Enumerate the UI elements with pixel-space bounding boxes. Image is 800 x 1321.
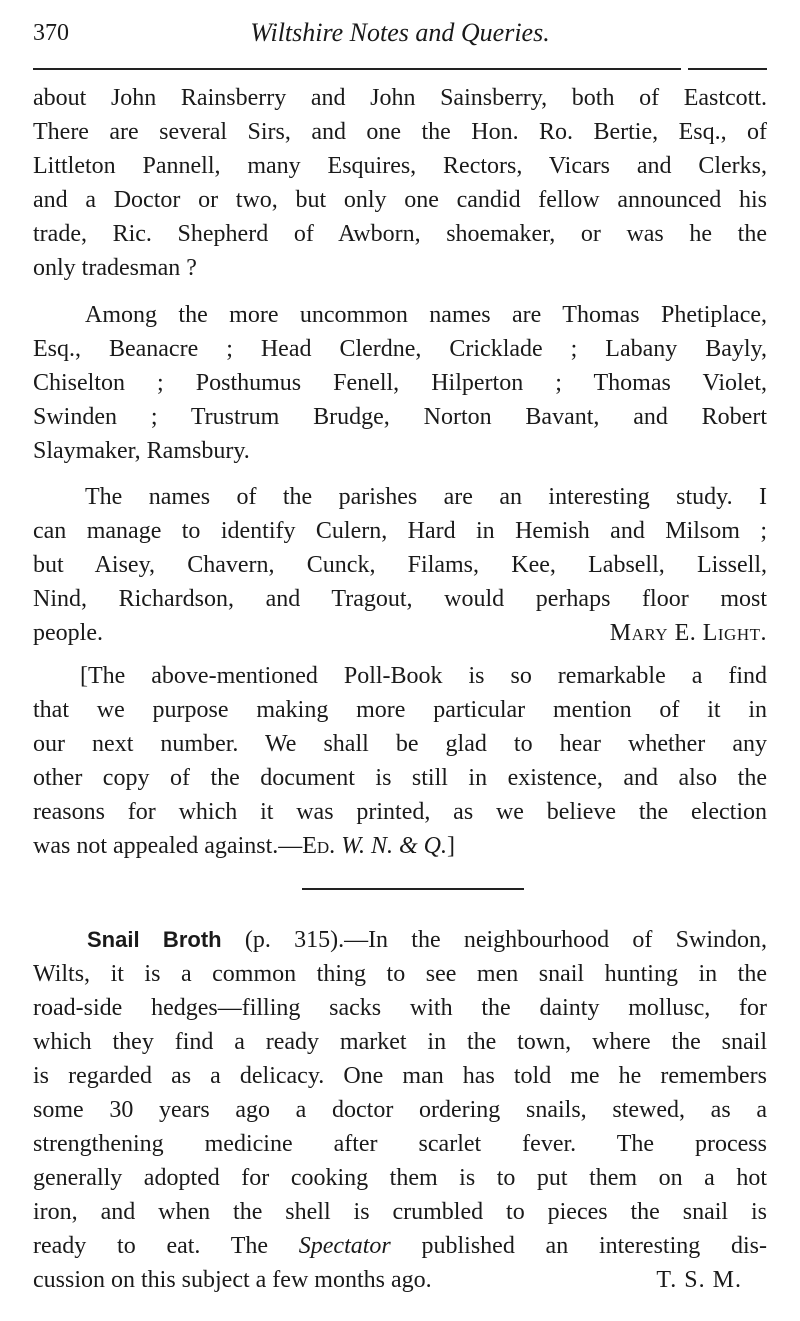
text-line-end: people.: [33, 620, 103, 646]
header-rule: [33, 68, 681, 70]
text-line: our next number. We shall be glad to hear whether any: [33, 731, 767, 757]
journal-title: Spectator: [298, 1233, 391, 1259]
text-line: [The above-mentioned Poll-Book is so remarkable a find: [80, 663, 767, 689]
signature: T. S. M.: [656, 1267, 742, 1293]
text-line: [33, 1231, 767, 1261]
text-line: is regarded as a delicacy. One man has told me he remembers: [33, 1063, 767, 1089]
text-line: [33, 831, 767, 861]
text-line: reasons for which it was printed, as we believe the election: [33, 799, 767, 825]
text-line: Slaymaker, Ramsbury.: [33, 438, 250, 464]
text-line: which they find a ready market in the town, where the snail: [33, 1029, 767, 1055]
text-line: Nind, Richardson, and Tragout, would perhaps floor most: [33, 586, 767, 612]
text-line: Esq., Beanacre ; Head Clerdne, Cricklade ; Labany Bayly,: [33, 336, 767, 362]
text-line: iron, and when the shell is crumbled to pieces the snail is: [33, 1199, 767, 1225]
text-line: There are several Sirs, and one the Hon. Ro. Bertie, Esq., of: [33, 119, 767, 145]
page-number: 370: [33, 20, 69, 46]
header-rule-end: [688, 68, 767, 70]
text-line-end: cussion on this subject a few months ago.: [33, 1267, 432, 1293]
text-line: Chiselton ; Posthumus Fenell, Hilperton ; Thomas Violet,: [33, 370, 767, 396]
text-line: Wilts, it is a common thing to see men snail hunting in the: [33, 961, 767, 987]
text-segment: ready to eat. The: [33, 1233, 299, 1259]
text-segment: was not appealed against.—: [33, 833, 303, 859]
journal-abbrev: W. N. & Q.: [335, 833, 447, 859]
text-line: other copy of the document is still in existence, and also the: [33, 765, 767, 791]
editor-abbrev: Ed.: [302, 833, 336, 859]
text-line: generally adopted for cooking them is to put them on a hot: [33, 1165, 767, 1191]
text-line: that we purpose making more particular mention of it in: [33, 697, 767, 723]
text-segment: ]: [446, 833, 455, 859]
text-line: only tradesman ?: [33, 255, 197, 281]
text-line: strengthening medicine after scarlet fever. The process: [33, 1131, 767, 1157]
text-segment: published an interesting dis-: [390, 1233, 767, 1259]
text-line: [87, 925, 767, 955]
text-segment: (p. 315).—In the neighbourhood of Swindon,: [221, 927, 768, 953]
text-line: [33, 618, 767, 648]
text-line: can manage to identify Culern, Hard in Hemish and Milsom ;: [33, 518, 767, 544]
running-title: Wiltshire Notes and Queries.: [250, 18, 550, 47]
text-line: road-side hedges—filling sacks with the dainty mollusc, for: [33, 995, 767, 1021]
text-line: trade, Ric. Shepherd of Awborn, shoemaker, or was he the: [33, 221, 767, 247]
text-line: [33, 1265, 767, 1295]
text-line: about John Rainsberry and John Sainsberry, both of Eastcott.: [33, 85, 767, 111]
text-line: but Aisey, Chavern, Cunck, Filams, Kee, Labsell, Lissell,: [33, 552, 767, 578]
text-line: and a Doctor or two, but only one candid fellow announced his: [33, 187, 767, 213]
text-line: Littleton Pannell, many Esquires, Rectors, Vicars and Clerks,: [33, 153, 767, 179]
note-heading: Snail Broth: [87, 927, 222, 952]
text-line: The names of the parishes are an interesting study. I: [85, 484, 767, 510]
signature: Mary E. Light.: [609, 620, 767, 646]
section-divider: [302, 888, 524, 890]
text-line: Among the more uncommon names are Thomas Phetiplace,: [85, 302, 767, 328]
text-line: Swinden ; Trustrum Brudge, Norton Bavant, and Robert: [33, 404, 767, 430]
text-line: some 30 years ago a doctor ordering snails, stewed, as a: [33, 1097, 767, 1123]
